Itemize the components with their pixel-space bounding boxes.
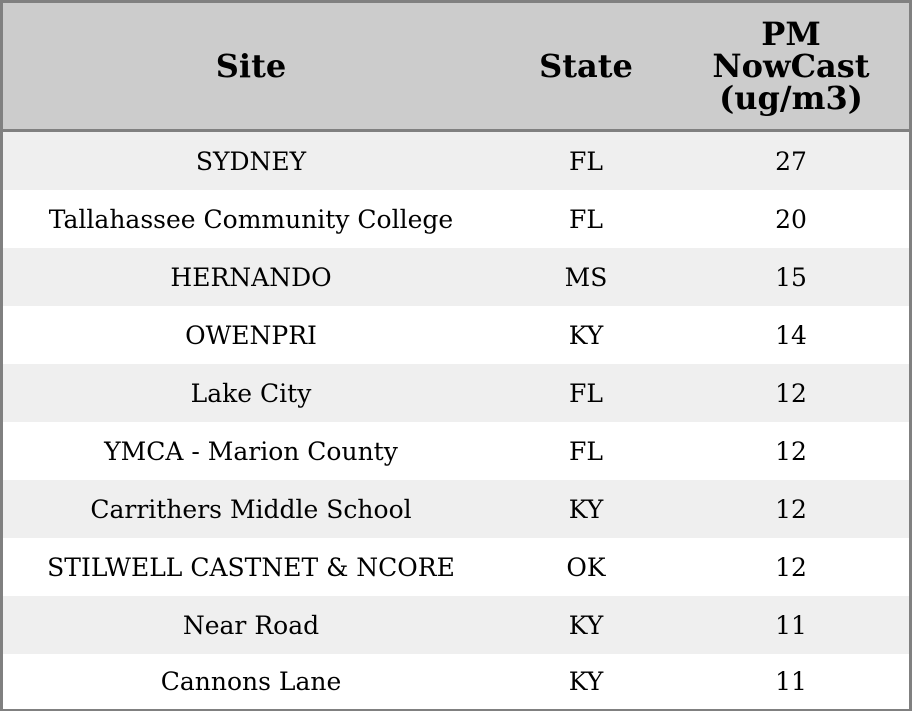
- header-site: Site: [3, 3, 499, 131]
- cell-state: MS: [499, 248, 673, 306]
- cell-pm: 12: [673, 364, 909, 422]
- table-header: [3, 3, 909, 131]
- cell-site: Carrithers Middle School: [3, 480, 499, 538]
- cell-state: KY: [499, 480, 673, 538]
- cell-state: KY: [499, 306, 673, 364]
- cell-state: FL: [499, 190, 673, 248]
- table-row: [3, 538, 909, 596]
- cell-pm: 27: [673, 131, 909, 191]
- header-pm-line2: NowCast: [712, 47, 870, 85]
- cell-state: FL: [499, 364, 673, 422]
- cell-site: Tallahassee Community College: [3, 190, 499, 248]
- table-row: [3, 306, 909, 364]
- cell-site: SYDNEY: [3, 131, 499, 191]
- table-body: [3, 131, 909, 710]
- cell-state: FL: [499, 131, 673, 191]
- cell-pm: 15: [673, 248, 909, 306]
- table-row: [3, 480, 909, 538]
- pm-nowcast-table: [3, 3, 909, 709]
- header-pm-nowcast: [673, 3, 909, 131]
- cell-pm: 12: [673, 480, 909, 538]
- cell-pm: 11: [673, 654, 909, 709]
- cell-state: FL: [499, 422, 673, 480]
- cell-state: OK: [499, 538, 673, 596]
- cell-pm: 20: [673, 190, 909, 248]
- table-row: [3, 596, 909, 654]
- table-row: [3, 422, 909, 480]
- cell-site: YMCA - Marion County: [3, 422, 499, 480]
- header-pm-line1: PM: [761, 15, 821, 53]
- header-row: [3, 3, 909, 131]
- table-row: [3, 131, 909, 191]
- table-row: [3, 190, 909, 248]
- table-row: [3, 654, 909, 709]
- header-state: State: [499, 3, 673, 131]
- cell-pm: 12: [673, 538, 909, 596]
- cell-site: STILWELL CASTNET & NCORE: [3, 538, 499, 596]
- cell-site: Lake City: [3, 364, 499, 422]
- cell-site: OWENPRI: [3, 306, 499, 364]
- header-pm-line3: (ug/m3): [719, 79, 863, 117]
- cell-site: Near Road: [3, 596, 499, 654]
- cell-pm: 14: [673, 306, 909, 364]
- cell-state: KY: [499, 654, 673, 709]
- table-row: [3, 248, 909, 306]
- cell-pm: 12: [673, 422, 909, 480]
- cell-site: HERNANDO: [3, 248, 499, 306]
- cell-site: Cannons Lane: [3, 654, 499, 709]
- table-row: [3, 364, 909, 422]
- cell-state: KY: [499, 596, 673, 654]
- cell-pm: 11: [673, 596, 909, 654]
